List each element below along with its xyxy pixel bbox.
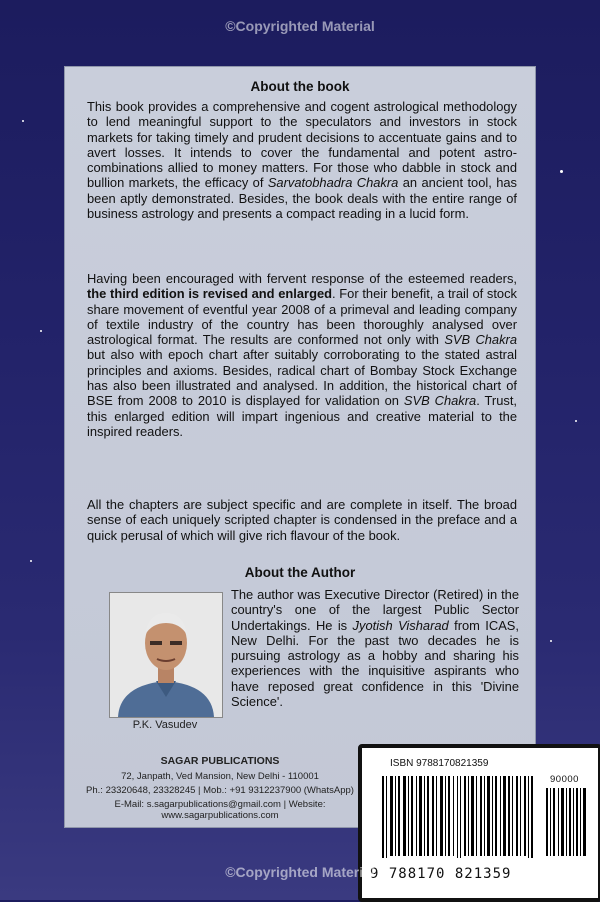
star [550, 640, 552, 642]
author-name-caption: P.K. Vasudev [132, 719, 198, 731]
price-code: 90000 [550, 774, 579, 785]
watermark-bottom: ©Copyrighted Material [225, 864, 375, 880]
publisher-address: 72, Janpath, Ved Mansion, New Delhi - 110001 [121, 771, 319, 782]
publisher-email-website: E-Mail: s.sagarpublications@gmail.com | Website: www.sagarpublications.com [114, 799, 326, 821]
about-book-paragraph-3: All the chapters are subject specific and are complete in itself. The broad sense of each uniquely scripted chapter is condensed in the preface and a quick perusal of which will give rich flavour of the book. [87, 497, 517, 543]
isbn-label: ISBN 9788170821359 [390, 758, 489, 769]
barcode-bars [362, 748, 598, 858]
star [560, 170, 563, 173]
publisher-phone: Ph.: 23320648, 23328245 | Mob.: +91 9312237900 (WhatsApp) [86, 785, 354, 796]
about-book-heading: About the book [250, 79, 350, 94]
star [40, 330, 42, 332]
star [30, 560, 32, 562]
about-book-paragraph-1: This book provides a comprehensive and cogent astrological methodology to lend meaningful support to the speculators and investors in stock markets for taking timely and prudent decisions to accentuate gains and to avert losses. It intends to cover the fundamental and potent astro-combinations allied to money matters. For those who dabble in stock and bullion markets, the efficacy of Sarvatobhadra Chakra an ancient tool, has been aptly demonstrated. Besides, the book deals with the entire range of business astrology and presents a compact reading in a lucid form. [87, 99, 517, 222]
barcode-number: 9 788170 821359 [370, 866, 512, 882]
star [575, 420, 577, 422]
star [22, 120, 24, 122]
watermark-top: ©Copyrighted Material [225, 18, 375, 34]
about-book-paragraph-2: Having been encouraged with fervent response of the esteemed readers, the third edition is revised and enlarged. For their benefit, a trail of stock share movement of eventful year 2008 of a primeval and leading company of textile industry of the country has been thoroughly analysed over astrological format. The results are conformed not only with SVB Chakra but also with epoch chart after suitably corroborating to the stated astral principles and axioms. Besides, radical chart of Bombay Stock Exchange has also been illustrated and analysed. In addition, the historical chart of BSE from 2008 to 2010 is displayed for validation on SVB Chakra. Trust, this enlarged edition will impart ingenious and creative material to the inspired readers. [87, 271, 517, 439]
publisher-name: SAGAR PUBLICATIONS [160, 755, 280, 767]
author-photo [109, 592, 223, 718]
about-author-text: The author was Executive Director (Retired) in the country's one of the largest Public Sector Undertakings. He is Jyotish Visharad from ICAS, New Delhi. For the past two decades he is pursuing astrology as a hobby and sharing his experiences with the inquisitive aspirants who have reposed great confidence in this 'Divine Science'. [231, 587, 519, 710]
about-author-heading: About the Author [244, 565, 356, 580]
back-cover-panel [64, 66, 536, 828]
